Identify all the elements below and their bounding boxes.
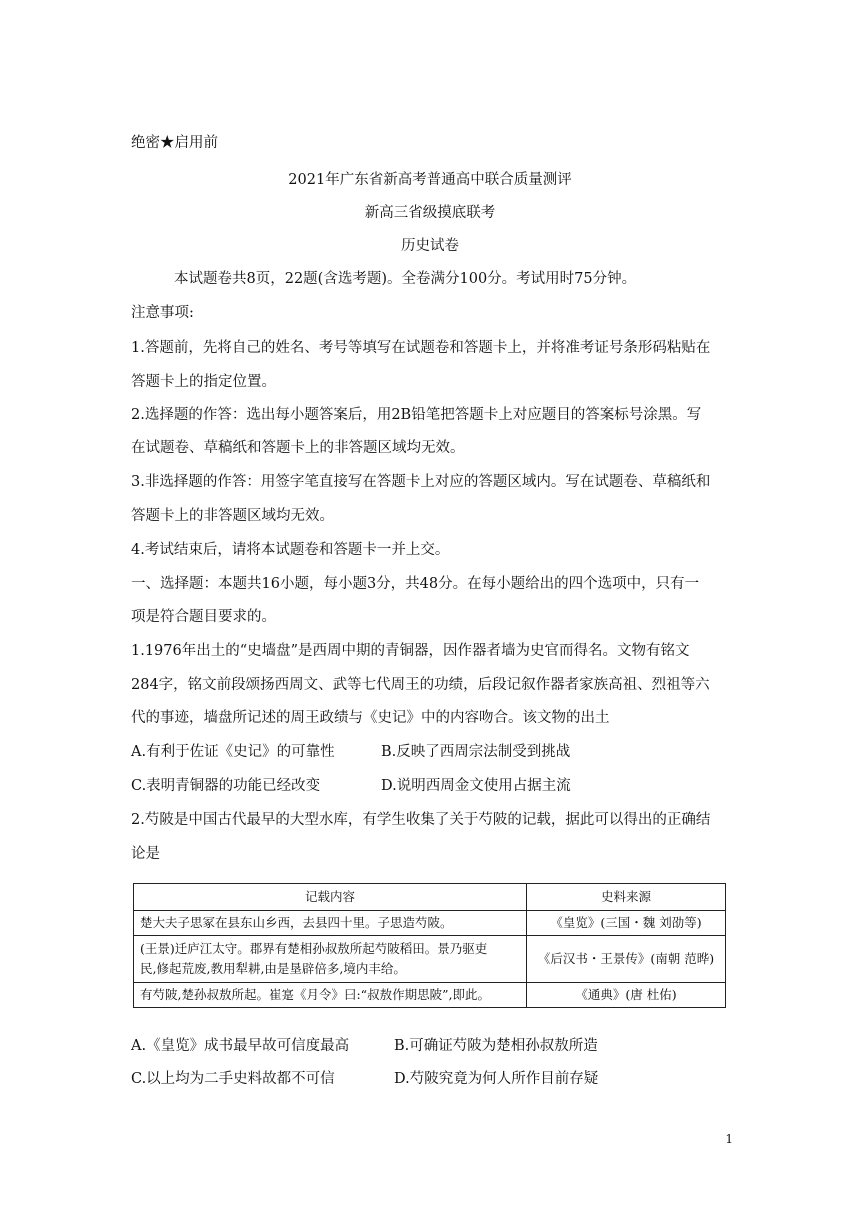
page-number: 1 — [725, 1132, 733, 1146]
q2-stem: 论是 — [131, 846, 160, 862]
q2-stem: 2.芍陂是中国古代最早的大型水库，有学生收集了关于芍陂的记载，据此可以得出的正确结 — [131, 812, 711, 828]
table-row — [134, 911, 726, 936]
notes-heading: 注意事项: — [131, 305, 194, 321]
section-heading: 一、选择题：本题共16小题，每小题3分，共48分。在每小题给出的四个选项中，只有一 — [131, 576, 700, 592]
note-line: 答题卡上的指定位置。 — [131, 374, 276, 390]
table-cell-source: 《皇览》(三国・魏 刘劭等) — [527, 911, 726, 936]
q1-option-d: D.说明西周金文使用占据主流 — [381, 778, 571, 794]
q1-option-b: B.反映了西周宗法制受到挑战 — [381, 744, 571, 760]
record-text: (王景)迁庐江太守。郡界有楚相孙叔敖所起芍陂稻田。景乃驱吏 — [140, 941, 488, 956]
note-line: 2.选择题的作答：选出每小题答案后，用2B铅笔把答题卡上对应题目的答案标号涂黑。写 — [131, 407, 702, 423]
note-line: 1.答题前，先将自己的姓名、考号等填写在试题卷和答题卡上，并将准考证号条形码粘贴在 — [131, 340, 711, 356]
note-line: 4.考试结束后，请将本试题卷和答题卡一并上交。 — [131, 542, 450, 558]
table-cell-source: 《通典》(唐 杜佑) — [527, 983, 726, 1008]
section-heading-cont: 项是符合题目要求的。 — [131, 609, 276, 625]
q2-option-b: B.可确证芍陂为楚相孙叔敖所造 — [394, 1038, 598, 1054]
secret-label: 绝密★启用前 — [131, 135, 218, 151]
q2-option-a: A.《皇览》成书最早故可信度最高 — [131, 1038, 350, 1054]
note-line: 3.非选择题的作答：用签字笔直接写在答题卡上对应的答题区域内。写在试题卷、草稿纸和 — [131, 474, 711, 490]
subject-title: 历史试卷 — [401, 238, 459, 254]
record-text: 楚大夫子思冢在县东山乡西，去县四十里。子思造芍陂。 — [140, 915, 453, 930]
table-row — [134, 983, 726, 1008]
table-header: 记载内容 — [134, 884, 527, 911]
record-text: 有芍陂,楚孙叔敖所起。崔寔《月令》曰:“叔敖作期思陂”,即此。 — [140, 987, 490, 1002]
q2-option-c: C.以上均为二手史料故都不可信 — [131, 1071, 335, 1087]
q1-stem: 1.1976年出土的“史墙盘”是西周中期的青铜器，因作器者墙为史官而得名。文物有铭文 — [131, 643, 690, 659]
q1-stem: 代的事迹，墙盘所记述的周王政绩与《史记》中的内容吻合。该文物的出土 — [131, 710, 610, 726]
table-cell-content — [134, 983, 527, 1008]
table-cell-content — [134, 936, 527, 983]
table-cell-content — [134, 911, 527, 936]
table-header: 史料来源 — [527, 884, 726, 911]
source-table — [133, 883, 726, 1008]
table-cell-source: 《后汉书・王景传》(南朝 范晔) — [527, 936, 726, 983]
exam-summary: 本试题卷共8页，22题(含选考题)。全卷满分100分。考试用时75分钟。 — [174, 271, 637, 287]
note-line: 答题卡上的非答题区域均无效。 — [131, 508, 334, 524]
record-text: 民,修起荒废,教用犁耕,由是垦辟倍多,境内丰给。 — [140, 961, 406, 976]
q1-option-a: A.有利于佐证《史记》的可靠性 — [131, 744, 335, 760]
table-row — [134, 936, 726, 983]
exam-title: 2021年广东省新高考普通高中联合质量测评 — [288, 172, 572, 188]
exam-subtitle: 新高三省级摸底联考 — [364, 205, 496, 221]
q2-option-d: D.芍陂究竟为何人所作目前存疑 — [394, 1071, 599, 1087]
q1-option-c: C.表明青铜器的功能已经改变 — [131, 778, 321, 794]
table-header-row — [134, 884, 726, 911]
q1-stem: 284字，铭文前段颂扬西周文、武等七代周王的功绩，后段记叙作器者家族高祖、烈祖等六 — [131, 677, 710, 693]
note-line: 在试题卷、草稿纸和答题卡上的非答题区域均无效。 — [131, 440, 465, 456]
